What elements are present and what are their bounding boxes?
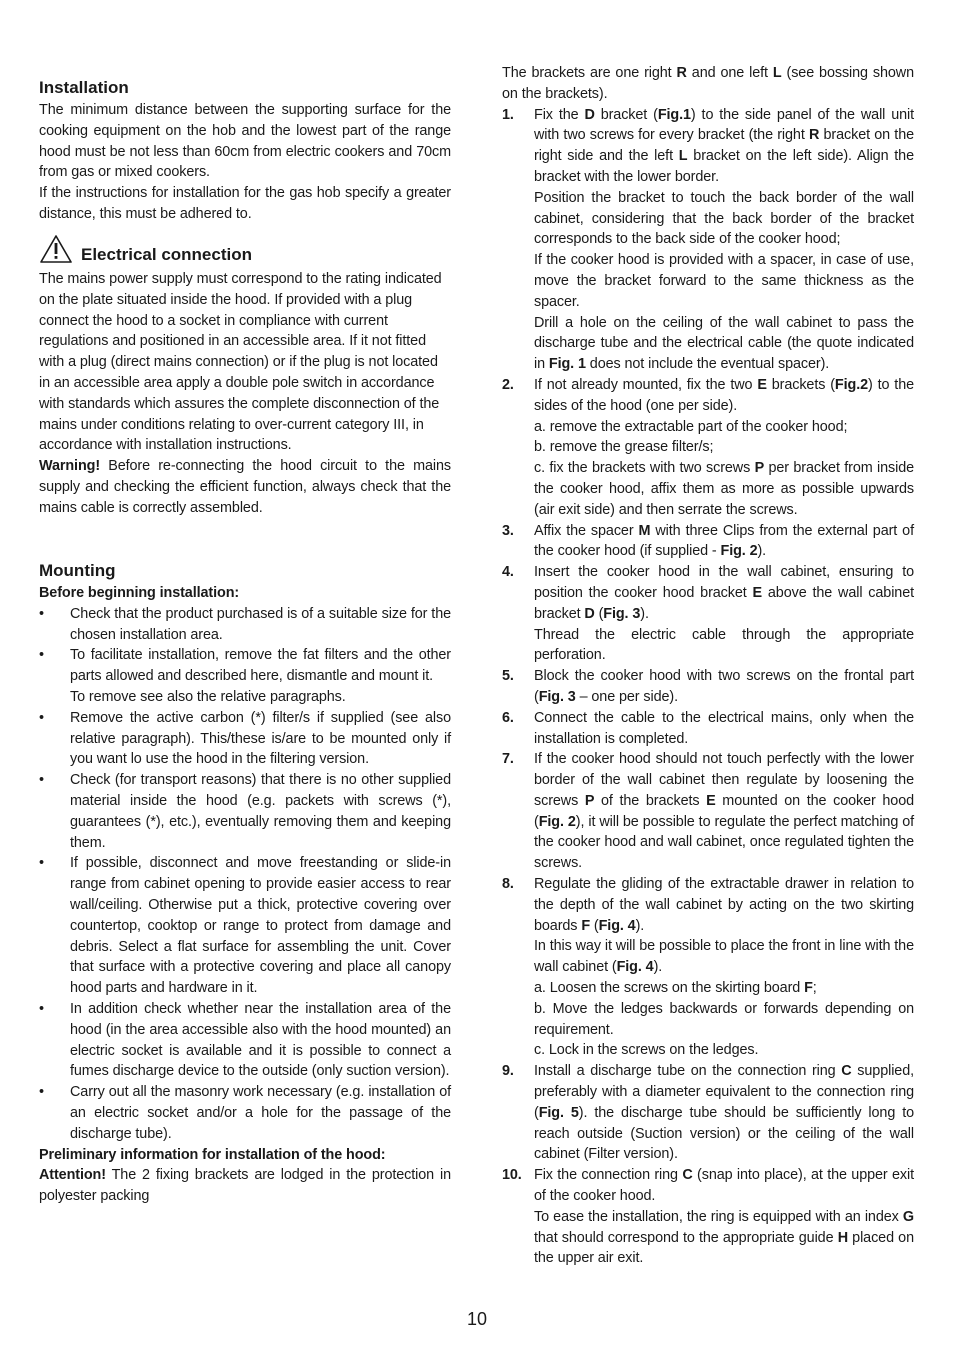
list-item: • Carry out all the masonry work necessary (e.g. installation of an electric socket and/or a hole for the passage of the discharge tube). — [39, 1084, 451, 1142]
step-item — [502, 105, 914, 375]
electrical-paragraph: The mains power supply must correspond to the rating indicated on the plate situated inside the hood. If provided with a plug connect the hood to a socket in compliance with current regulations and positioned in an accessible area. If it not fitted with a plug (direct mains connection) or if the plug is not located in an accessible area apply a double pole switch in accordance with standards which assures the complete disconnection of the mains under conditions relating to over-current category III, in accordance with installation instructions. — [39, 271, 442, 454]
warning-label: Warning! — [39, 458, 101, 475]
mounting-subtitle: Before beginning installation: — [39, 585, 240, 601]
list-item: • Check that the product purchased is of a suitable size for the chosen installation area. — [39, 605, 451, 643]
electrical-connection-heading: Electrical connection — [81, 245, 252, 264]
step-text: b. remove the grease filter/s; — [534, 439, 714, 456]
step-number: 2. — [502, 376, 514, 393]
step-text: Connect the cable to the electrical mains, only when the installation is completed. — [534, 709, 914, 747]
step-text: Position the bracket to touch the back border of the wall cabinet, considering that the back border of the bracket corresponds to the back side of the cooker hood; — [534, 189, 914, 248]
brackets-intro: The brackets are one right R and one left L (see bossing shown on the brackets). — [502, 65, 915, 102]
electrical-warning — [39, 456, 451, 518]
step-text: To ease the installation, the ring is equipped with an index G that should correspond to the appropriate guide H placed on the upper air exit. — [534, 1208, 914, 1267]
step-item — [502, 375, 914, 521]
step-number: 1. — [502, 106, 514, 123]
step-text: If not already mounted, fix the two E brackets (Fig.2) to the sides of the hood (one per side). — [534, 376, 914, 414]
warning-text: Before re-connecting the hood circuit to the mains supply and checking the efficient function, always check that the mains cable is correctly assembled. — [39, 458, 451, 516]
installation-heading: Installation — [39, 78, 129, 97]
installation-steps — [502, 105, 914, 1270]
step-number: 9. — [502, 1063, 514, 1080]
step-text: Affix the spacer M with three Clips from the external part of the cooker hood (if supplied - Fig. 2). — [534, 522, 914, 560]
step-text: If the cooker hood is provided with a spacer, in case of use, move the bracket forward to the same thickness as the spacer. — [534, 252, 914, 310]
step-item — [502, 874, 914, 1061]
preliminary-info-title: Preliminary information for installation of the hood: — [39, 1146, 386, 1163]
step-item — [502, 708, 914, 750]
step-number: 7. — [502, 751, 514, 768]
step-text: Install a discharge tube on the connection ring C supplied, preferably with a diameter equivalent to the connection ring (Fig. 5). the discharge tube should be sufficiently long to reach outside (Suction version) or the ceiling of the wall cabinet (Filter version). — [534, 1063, 915, 1163]
step-text: Block the cooker hood with two screws on the frontal part (Fig. 3 – one per side). — [534, 668, 914, 705]
step-number: 5. — [502, 668, 514, 685]
list-item: • To facilitate installation, remove the fat filters and the other parts allowed and described here, dismantle and mount it. To remove see also the relative paragraphs. — [39, 647, 451, 705]
installation-paragraph-1: The minimum distance between the supporting surface for the cooking equipment on the hob and the lowest part of the range hood must be not less than 60cm from electric cookers and 70cm from gas or mixed cookers. — [39, 102, 451, 181]
attention-text: The 2 fixing brackets are lodged in the protection in polyester packing — [39, 1167, 451, 1205]
step-item — [502, 1061, 914, 1165]
step-text: If the cooker hood should not touch perfectly with the lower border of the wall cabinet then regulate by loosening the screws P of the brackets E mounted on the cooker hood (Fig. 2), it will be possible to regulate the perfect matching of the cooker hood and wall cabinet, once regulated tighten the screws. — [534, 751, 915, 872]
list-item: • Check (for transport reasons) that there is no other supplied material inside the hood (e.g. packets with screws (*), guarantees (*), etc.), eventually removing them and keeping them. — [39, 772, 451, 851]
step-text: Drill a hole on the ceiling of the wall cabinet to pass the discharge tube and the electrical cable (the quote indicated in Fig. 1 does not include the eventual spacer). — [534, 314, 914, 373]
step-number: 3. — [502, 522, 514, 539]
step-text: Regulate the gliding of the extractable drawer in relation to the depth of the wall cabinet by acting on the two skirting boards F (Fig. 4). — [534, 876, 914, 934]
step-text: Fix the connection ring C (snap into place), at the upper exit of the cooker hood. — [534, 1167, 914, 1205]
step-text: b. Move the ledges backwards or forwards depending on requirement. — [534, 1000, 914, 1038]
attention-note — [39, 1165, 451, 1207]
step-number: 10. — [502, 1167, 522, 1184]
step-text: a. remove the extractable part of the cooker hood; — [534, 418, 848, 435]
step-number: 4. — [502, 564, 514, 581]
attention-label: Attention! — [39, 1167, 106, 1184]
step-text: c. fix the brackets with two screws P per bracket from inside the cooker hood, affix them as more as possible upwards (air exit side) and then serrate the screws. — [534, 460, 915, 518]
step-item — [502, 521, 914, 563]
step-text: Thread the electric cable through the appropriate perforation. — [534, 626, 914, 664]
step-text: In this way it will be possible to place the front in line with the wall cabinet (Fig. 4). — [534, 938, 914, 976]
step-number: 8. — [502, 876, 514, 893]
step-text: Insert the cooker hood in the wall cabinet, ensuring to position the cooker hood bracket E above the wall cabinet bracket D (Fig. 3). — [534, 564, 914, 622]
installation-paragraph-2: If the instructions for installation for the gas hob specify a greater distance, this must be adhered to. — [39, 185, 451, 222]
warning-triangle-icon — [39, 234, 73, 270]
step-item — [502, 666, 914, 708]
page-number: 10 — [466, 1309, 488, 1329]
mounting-heading: Mounting — [39, 561, 116, 580]
list-item: • If possible, disconnect and move freestanding or slide-in range from cabinet opening to provide easier access to rear wall/ceiling. Otherwise put a thick, protective covering over countertop, cooktop or range to protect from damage and debris. Select a flat surface for assembling the unit. Cover that surface with a protective covering and place all canopy hood parts and hardware in it. — [39, 855, 451, 997]
list-item: • In addition check whether near the installation area of the hood (in the area accessible also with the hood mounted) an electric socket is available and it is possible to connect a fumes discharge device to the outside (only suction version). — [39, 1000, 451, 1080]
step-text: Fix the D bracket (Fig.1) to the side panel of the wall unit with two screws for every bracket (the right R bracket on the right side and the left L bracket on the left side). Align the bracket with the lower border. — [534, 106, 915, 185]
step-item — [502, 749, 914, 874]
step-number: 6. — [502, 709, 514, 726]
step-text: a. Loosen the screws on the skirting board F; — [534, 980, 817, 997]
list-item: • Remove the active carbon (*) filter/s if supplied (see also relative paragraph). This/these is/are to be mounted only if you want lo use the hood in the filtering version. — [39, 709, 451, 768]
step-item — [502, 562, 914, 666]
step-text: c. Lock in the screws on the ledges. — [534, 1042, 759, 1059]
step-item — [502, 1165, 914, 1269]
